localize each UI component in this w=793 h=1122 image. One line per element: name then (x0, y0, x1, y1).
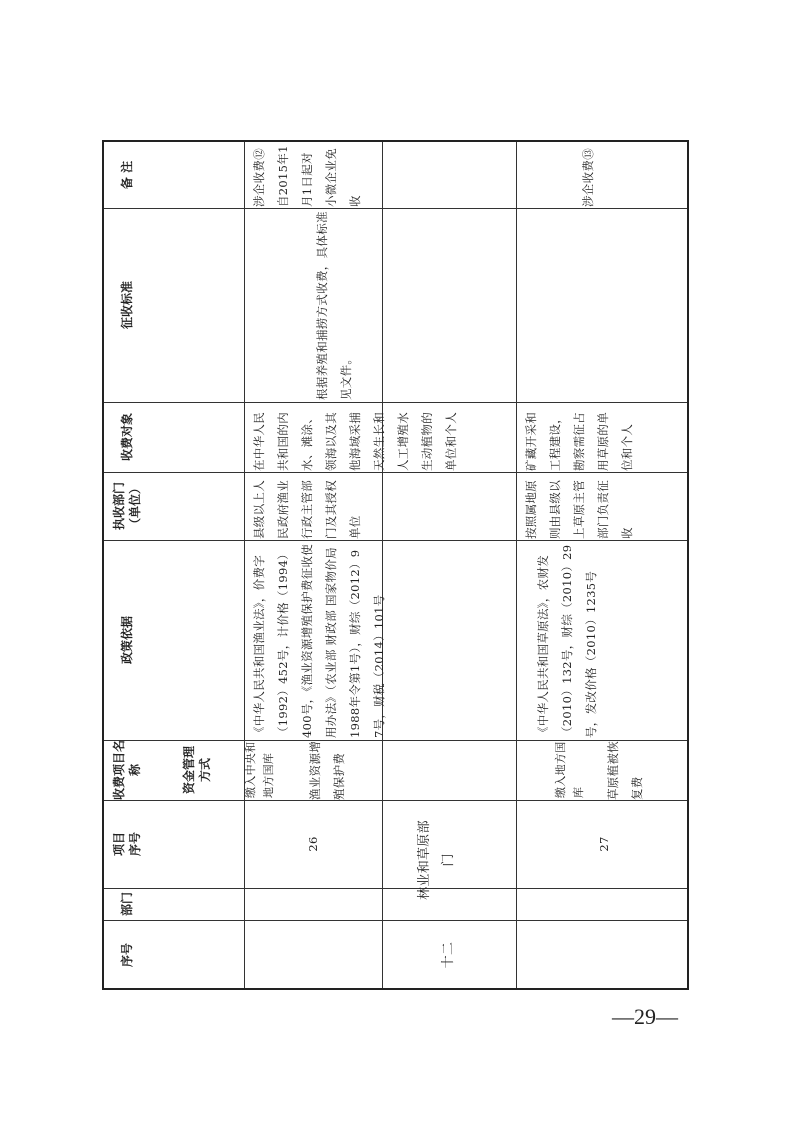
header-basis: 政策依据 (119, 616, 134, 665)
row27-target: 矿藏开采和工程建设，勘察需征占用草原的单位和个人 (523, 412, 634, 471)
header-dept: 部门 (119, 892, 134, 917)
row27-basis: 《中华人民共和国草原法》，农财发（2010）132号，财综（2010）29号，发改价格（2010）1235号 (535, 544, 598, 738)
header-note: 备 注 (119, 160, 134, 190)
row-twelve-dept: 林业和草原部门 (417, 820, 456, 900)
header-target: 收费对象 (119, 413, 134, 462)
row26-target: 在中华人民共和国的内水、滩涂、领海以及其他海域采捕天然生长和人工增殖水生动植物的单位和个人 (252, 412, 458, 471)
header-fund: 资金管理 方式 (181, 746, 212, 795)
row27-note: 涉企收费⑬ (581, 148, 595, 207)
row27-name: 草原植被恢复费 (605, 741, 644, 800)
fee-table (102, 140, 689, 990)
row26-agency: 县级以上人民政府渔业行政主管部门及其授权单位 (252, 480, 362, 539)
row26-note: 涉企收费⑫自2015年1月1日起对小微企业免收 (252, 145, 362, 207)
row27-item-seq: 27 (596, 836, 611, 852)
row27-standard (516, 208, 691, 402)
header-seq: 序号 (119, 943, 134, 968)
row27-fund: 缴入地方国库 (554, 741, 585, 798)
row26-fund: 缴入中央和地方国库 (244, 741, 275, 798)
page-number: —29— (612, 1004, 678, 1029)
row26-dept (244, 888, 382, 920)
header-agency: 执收部门 （单位） (111, 482, 142, 531)
row26-basis: 《中华人民共和国渔业法》，价费字（1992）452号，计价格（1994）400号，《渔业资源增殖保护费征收使用办法》（农业部 财政部 国家物价局1988年令第1号），财综（2012）97号，财税（2014）101号 (252, 543, 386, 738)
header-name: 收费项目名称 (111, 739, 142, 800)
row26-item-seq: 26 (306, 836, 320, 852)
row26-name: 渔业资源增殖保护费 (307, 741, 346, 800)
header-standard: 征收标准 (119, 281, 134, 330)
row26-standard: 根据养殖和捕捞方式收费，具体标准见文件。 (314, 211, 353, 400)
row27-agency: 按照属地原则由县级以上草原主管部门负责征收 (523, 480, 634, 539)
row-twelve-seq: 十二 (441, 941, 456, 969)
header-item-seq: 项目 序号 (111, 832, 142, 857)
